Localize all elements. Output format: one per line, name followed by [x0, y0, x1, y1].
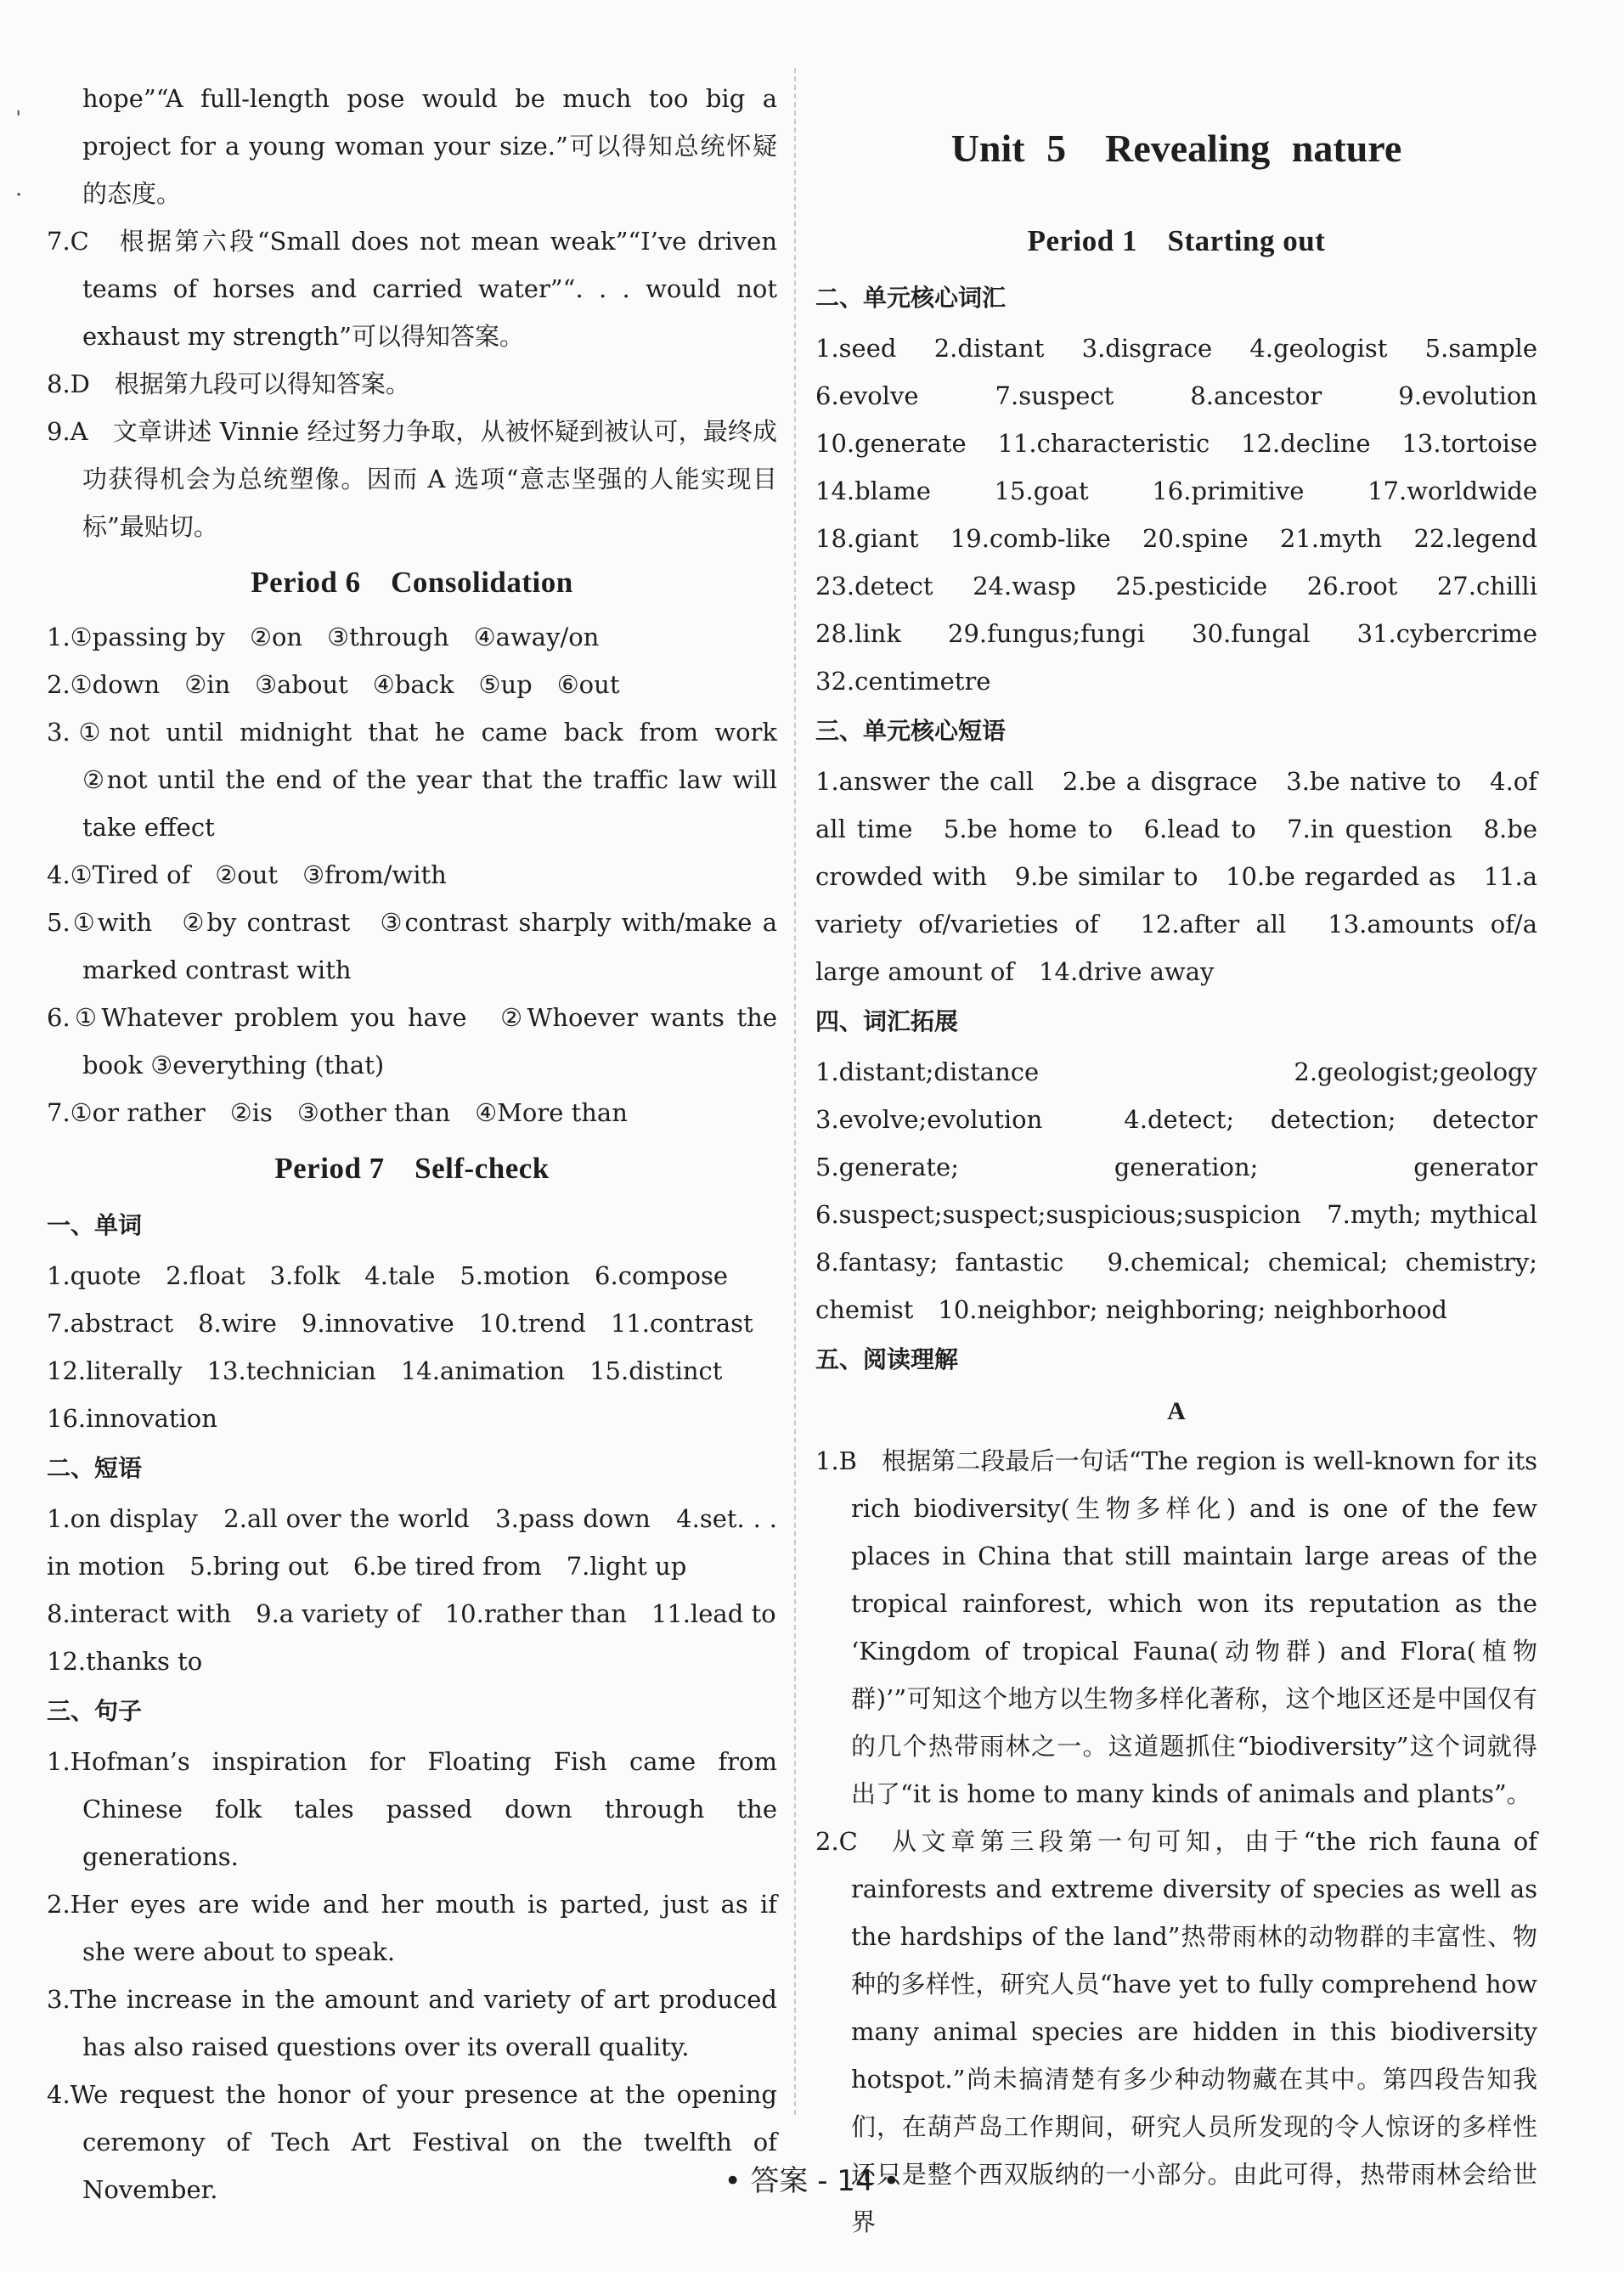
section-heading: 一、单词 — [47, 1211, 143, 1239]
word-row: 1.quote 2.float 3.folk 4.tale 5.motion 6.compose — [47, 1261, 728, 1290]
list-item: 1.①passing by ②on ③through ④away/on — [47, 623, 600, 651]
list-item: 6.①Whatever problem you have ②Whoever wants the book ③everything (that) — [47, 1003, 777, 1080]
period7-title: Period 7 Self-check — [274, 1152, 550, 1185]
reading-answer: 1.B 根据第二段最后一句话“The region is well-known for its rich biodiversity(生物多样化) and is one of the few places in China that still maintain large areas of the tropical rainforest, which won its reputation as the ‘Kingdom of tropical Fauna(动物群) and Flora(植物群)’”可知这个地方以生物多样化著称，这个地区还是中国仅有的几个热带雨林之一。这道题抓住“biodiversity”这个词就得出了“it is home to many kinds of animals and plants”。 — [815, 1446, 1537, 1808]
sentence-item: 3.The increase in the amount and variety of art produced has also raised questions over its overall quality. — [47, 1985, 777, 2061]
column-divider — [794, 68, 796, 2115]
word-row: 12.literally 13.technician 14.animation 15.distinct — [47, 1356, 723, 1385]
period6-title: Period 6 Consolidation — [251, 566, 573, 599]
phrase-row: 8.interact with 9.a variety of 10.rather than 11.lead to — [47, 1599, 776, 1628]
margin-mark: · — [15, 183, 23, 208]
passage-label: A — [1167, 1397, 1186, 1425]
word-row: 7.abstract 8.wire 9.innovative 10.trend 11.contrast — [47, 1309, 753, 1338]
sentence-item: 2.Her eyes are wide and her mouth is parted, just as if she were about to speak. — [47, 1890, 777, 1966]
list-item: 7.①or rather ②is ③other than ④More than — [47, 1098, 628, 1127]
unit-title: Unit 5 Revealing nature — [950, 127, 1402, 170]
section-heading: 三、单元核心短语 — [815, 717, 1007, 745]
period1-title: Period 1 Starting out — [1027, 224, 1326, 257]
page-footer: • 答案 - 14 • — [724, 2164, 900, 2198]
continued-answer: hope”“A full-length pose would be much too big a project for a young woman your size.”可以得知总统怀疑的态度。 — [82, 84, 777, 208]
answer-9: 9.A 文章讲述 Vinnie 经过努力争取，从被怀疑到被认可，最终成功获得机会为总统塑像。因而 A 选项“意志坚强的人能实现目标”最贴切。 — [47, 417, 777, 541]
list-item: 4.①Tired of ②out ③from/with — [47, 860, 447, 889]
list-item: 2.①down ②in ③about ④back ⑤up ⑥out — [47, 670, 620, 699]
phrase-row: 1.on display 2.all over the world 3.pass down 4.set. . . in motion 5.bring out 6.be tired from 7.light up — [47, 1504, 777, 1581]
section-heading: 五、阅读理解 — [815, 1345, 959, 1373]
section-heading: 三、句子 — [47, 1697, 143, 1725]
section-heading: 二、单元核心词汇 — [815, 284, 1007, 312]
phrase-list: 1.answer the call 2.be a disgrace 3.be native to 4.of all time 5.be home to 6.lead to 7.in question 8.be crowded with 9.be similar to 10.be regarded as 11.a variety of/varieties of 12.after all 13.amounts of/a large amount of 14.drive away — [815, 767, 1537, 986]
word-row: 16.innovation — [47, 1404, 217, 1433]
sentence-item: 4.We request the honor of your presence at the opening ceremony of Tech Art Festival on the twelfth of November. — [47, 2080, 777, 2204]
margin-mark: ˌ — [15, 93, 22, 119]
list-item: 5.①with ②by contrast ③contrast sharply with/make a marked contrast with — [47, 908, 777, 984]
reading-answer: 2.C 从文章第三段第一句可知，由于“the rich fauna of rainforests and extreme diversity of species as well as the hardships of the land”热带雨林的动物群的丰富性、物种的多样性，研究人员“have yet to fully comprehend how many animal species are hidden in this biodiversity hotspot.”尚未搞清楚有多少种动物藏在其中。第四段告知我们，在葫芦岛工作期间，研究人员所发现的令人惊讶的多样性还只是整个西双版纳的一小部分。由此可得，热带雨林会给世界 — [815, 1827, 1537, 2236]
list-item: 3.①not until midnight that he came back from work ②not until the end of the year that the traffic law will take effect — [47, 718, 803, 842]
section-heading: 二、短语 — [47, 1454, 143, 1482]
answer-7: 7.C 根据第六段“Small does not mean weak”“I’ve driven teams of horses and carried water”“. . . would not exhaust my strength”可以得知答案。 — [47, 227, 777, 351]
expansion-list: 1.distant;distance 2.geologist;geology 3.evolve;evolution 4.detect; detection; detector 5.generate; generation; generator 6.suspect;suspect;suspicious;suspicion 7.myth; mythical 8.fantasy; fantastic 9.chemical; chemical; chemistry; chemist 10.neighbor; neighboring; neighborhood — [815, 1057, 1563, 1324]
sentence-item: 1.Hofman’s inspiration for Floating Fish came from Chinese folk tales passed down through the generations. — [47, 1747, 777, 1871]
right-column — [815, 75, 1563, 2246]
left-column — [47, 75, 803, 2213]
phrase-row: 12.thanks to — [47, 1647, 203, 1676]
section-heading: 四、词汇拓展 — [815, 1007, 959, 1035]
vocab-list: 1.seed 2.distant 3.disgrace 4.geologist 5.sample 6.evolve 7.suspect 8.ancestor 9.evolution 10.generate 11.characteristic 12.decline 13.tortoise 14.blame 15.goat 16.primitive 17.worldwide 18.giant 19.comb-like 20.spine 21.myth 22.legend 23.detect 24.wasp 25.pesticide 26.root 27.chilli 28.link 29.fungus;fungi 30.fungal 31.cybercrime 32.centimetre — [815, 334, 1563, 696]
answer-8: 8.D 根据第九段可以得知答案。 — [47, 369, 410, 398]
